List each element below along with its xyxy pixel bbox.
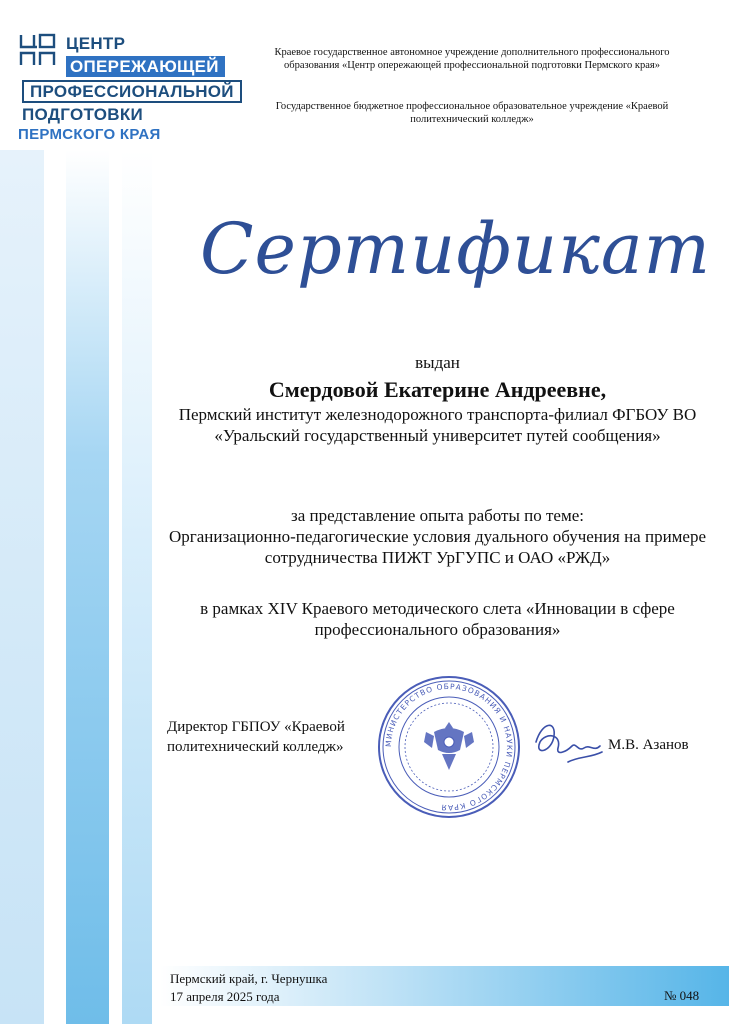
recipient-name: Смердовой Екатерине Андреевне, (268, 377, 607, 402)
footer-place-date (170, 970, 327, 1006)
svg-text:МИНИСТЕРСТВО ОБРАЗОВАНИЯ И НАУ: МИНИСТЕРСТВО ОБРАЗОВАНИЯ И НАУКИ ПЕРМСКОГО КРАЯ (383, 681, 515, 813)
signer-name: М.В. Азанов (608, 737, 689, 753)
logo-line-3: ПРОФЕССИОНАЛЬНОЙ (22, 80, 242, 103)
footer-date: 17 апреля 2025 года (170, 989, 280, 1004)
copp-logo-mark-icon (18, 32, 58, 68)
work-topic: Организационно-педагогические условия дуального обучения на примере сотрудничества ПИЖТ УрГУПС и ОАО «РЖД» (168, 527, 707, 567)
header-organization-2: Государственное бюджетное профессиональное образовательное учреждение «Краевой политехнический колледж» (275, 101, 669, 125)
logo-line-5: ПЕРМСКОГО КРАЯ (18, 126, 161, 143)
logo-line-4: ПОДГОТОВКИ (22, 105, 144, 124)
issued-label: выдан (415, 353, 460, 372)
header-organization-1: Краевое государственное автономное учреждение дополнительного профессионального образования «Центр опережающей профессиональной подготовки Пермского края» (274, 47, 670, 71)
recipient-institution: Пермский институт железнодорожного транспорта-филиал ФГБОУ ВО «Уральский государственный университет путей сообщения» (178, 405, 697, 445)
decorative-stripe-2 (66, 150, 109, 1024)
decorative-stripe-1 (0, 150, 44, 1024)
copp-logo (18, 32, 238, 144)
event-description: в рамках XIV Краевого методического слета «Инновации в сфере профессионального образования» (200, 599, 675, 639)
decorative-stripe-3 (122, 150, 152, 1024)
footer-place: Пермский край, г. Чернушка (170, 971, 328, 986)
certificate-title: Сертификат (200, 208, 712, 290)
logo-line-2: ОПЕРЕЖАЮЩЕЙ (66, 56, 225, 77)
certificate-number: № 048 (664, 988, 700, 1003)
signer-role: Директор ГБПОУ «Краевой политехнический колледж» (167, 719, 345, 755)
for-label: за представление опыта работы по теме: (290, 506, 584, 525)
logo-line-1: ЦЕНТР (66, 34, 126, 53)
official-stamp-icon (376, 674, 522, 820)
handwritten-signature-icon (528, 712, 608, 782)
